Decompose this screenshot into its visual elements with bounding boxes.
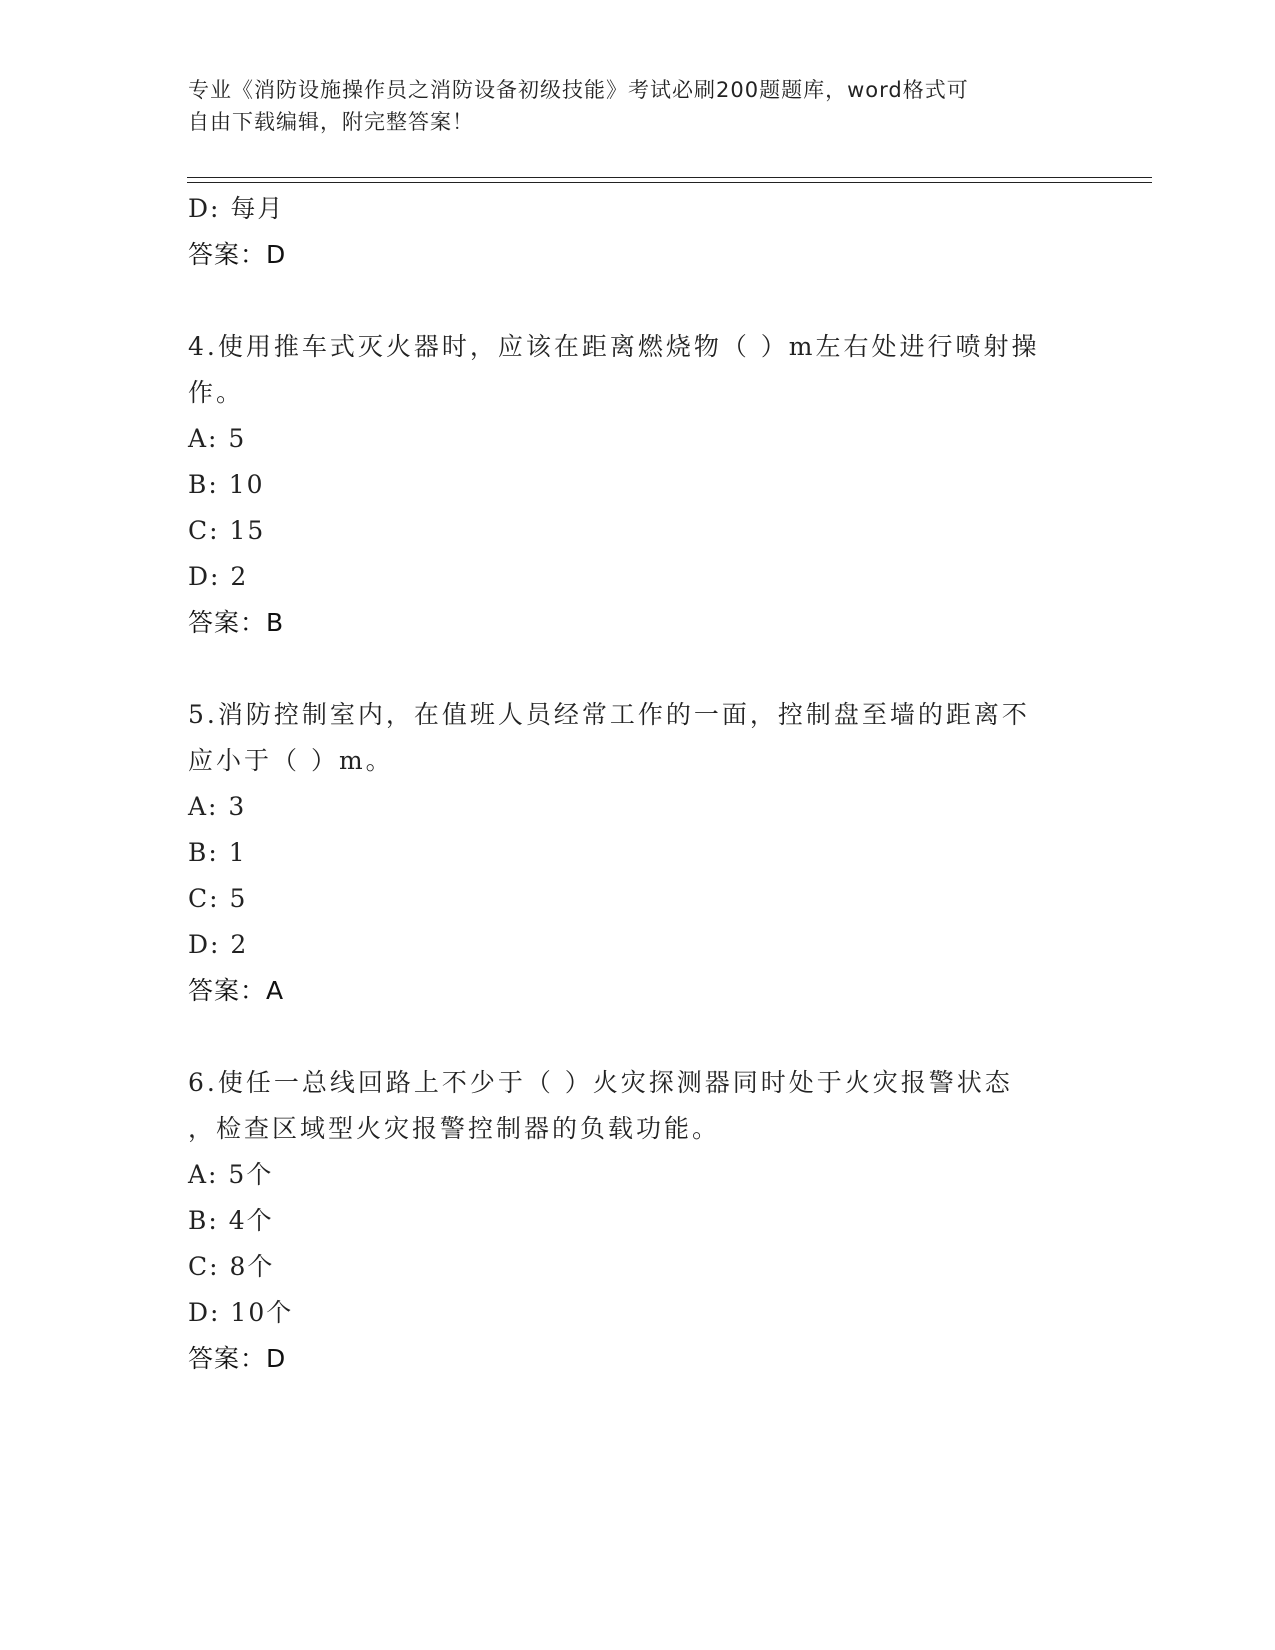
option-a: A: 5 xyxy=(188,424,247,453)
question-stem-line-1: 6.使任一总线回路上不少于（ ）火灾探测器同时处于火灾报警状态 xyxy=(188,1068,1013,1097)
question-stem-line-2: 作。 xyxy=(188,378,245,407)
question-stem xyxy=(188,1060,1088,1152)
option-d: D: 2 xyxy=(188,930,249,959)
answer-line: 答案：A xyxy=(188,976,285,1005)
option-b: B: 10 xyxy=(188,470,265,499)
question-stem-line-1: 4.使用推车式灭火器时，应该在距离燃烧物（ ）m左右处进行喷射操 xyxy=(188,332,1040,361)
option-a: A: 5个 xyxy=(188,1160,274,1189)
header-divider-top xyxy=(187,177,1152,178)
page-header xyxy=(188,74,1068,138)
option-b: B: 4个 xyxy=(188,1206,274,1235)
question-6 xyxy=(188,1060,1088,1382)
answer-line: 答案：B xyxy=(188,608,285,637)
answer-line: 答案：D xyxy=(188,240,287,269)
header-line-2: 自由下载编辑，附完整答案！ xyxy=(188,110,474,134)
header-divider-bottom xyxy=(187,182,1152,183)
question-content xyxy=(188,186,1088,1382)
question-stem-line-1: 5.消防控制室内，在值班人员经常工作的一面，控制盘至墙的距离不 xyxy=(188,700,1030,729)
answer-line: 答案：D xyxy=(188,1344,287,1373)
option-c: C: 5 xyxy=(188,884,248,913)
spacer xyxy=(188,646,1088,692)
option-c: C: 15 xyxy=(188,516,266,545)
spacer xyxy=(188,278,1088,324)
header-line-1: 专业《消防设施操作员之消防设备初级技能》考试必刷200题题库，word格式可 xyxy=(188,78,969,102)
option-b: B: 1 xyxy=(188,838,247,867)
option-c: C: 8个 xyxy=(188,1252,275,1281)
previous-question-continuation xyxy=(188,186,1088,278)
option-d: D: 2 xyxy=(188,562,249,591)
question-5 xyxy=(188,692,1088,1014)
option-d: D: 10个 xyxy=(188,1298,294,1327)
spacer xyxy=(188,1014,1088,1060)
question-stem xyxy=(188,692,1088,784)
question-stem xyxy=(188,324,1088,416)
option-a: A: 3 xyxy=(188,792,247,821)
question-stem-line-2: ，检查区域型火灾报警控制器的负载功能。 xyxy=(188,1114,721,1143)
question-4 xyxy=(188,324,1088,646)
question-stem-line-2: 应小于（ ）m。 xyxy=(188,746,394,775)
option-d: D: 每月 xyxy=(188,194,285,223)
